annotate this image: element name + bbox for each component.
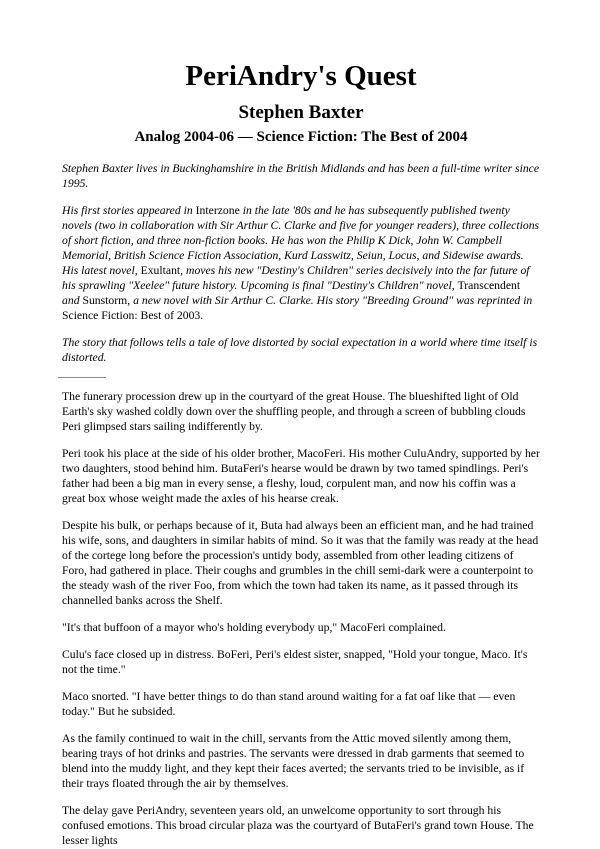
text-run: Peri took his place at the side of his older brother, MacoFeri. His mother CuluAndry, supported by her two daughters, stood behind him. ButaFeri's hearse would be drawn by two tamed spindlings. Peri's father had been a big man in every sense, a fleshy, loud, corpulent man, and now his coffin was a great box whose weight made the axles of his hearse creak.: [62, 447, 540, 506]
text-run: The delay gave PeriAndry, seventeen years old, an unwelcome opportunity to sort through his confused emotions. This broad circular plaza was the courtyard of ButaFeri's grand town House. The lesser lights: [62, 804, 534, 848]
story-paragraph: [62, 620, 540, 635]
text-run: Interzone: [195, 204, 240, 218]
text-run: "It's that buffoon of a mayor who's holding everybody up," MacoFeri complained.: [62, 621, 446, 635]
story-paragraph: [62, 518, 540, 608]
text-run: , a new novel with Sir Arthur C. Clarke. His story "Breeding Ground" was reprinted in: [127, 294, 533, 308]
story-paragraph: [62, 689, 540, 719]
page-title: PeriAndry's Quest: [185, 60, 417, 92]
text-run: Transcendent: [457, 279, 521, 293]
section-divider-rule: [58, 377, 106, 378]
publication-line: Analog 2004-06 — Science Fiction: The Best of 2004: [134, 129, 468, 146]
text-run: His first stories appeared in: [62, 204, 196, 218]
text-run: Stephen Baxter lives in Buckinghamshire in the British Midlands and has been a full-time writer since 1995.: [62, 162, 540, 191]
story-paragraph: [62, 389, 540, 434]
story-paragraph: [62, 731, 540, 791]
text-run: The funerary procession drew up in the courtyard of the great House. The blueshifted light of Old Earth's sky washed coldly down over the shuffling people, and through a screen of bubbling clouds Peri glimpsed stars sailing indifferently by.: [62, 390, 526, 434]
story-body-section: [62, 389, 540, 848]
text-run: Maco snorted. "I have better things to do than stand around waiting for a fat oaf like that — even today." But he subsided.: [62, 690, 516, 719]
intro-paragraph: [62, 203, 540, 323]
text-run: Sunstorm: [82, 294, 128, 308]
story-paragraph: [62, 803, 540, 848]
text-run: Exultant: [140, 264, 181, 278]
text-run: Science Fiction: Best of 2003.: [62, 309, 204, 323]
text-run: As the family continued to wait in the chill, servants from the Attic moved silently among them, bearing trays of hot drinks and pastries. The servants were dressed in drab garments that seemed to blend into the muddy light, and they kept their faces averted; the servants tried to be invisible, as if their trays floated through the air by themselves.: [62, 732, 525, 791]
text-run: Despite his bulk, or perhaps because of it, Buta had always been an efficient man, and he had trained his wife, sons, and daughters in similar habits of mind. So it was that the family was ready at the head of the cortege long before the procession's untidy body, assembled from other leading citizens of Foro, had gathered in place. Their coughs and grumbles in the chill semi-dark were a counterpoint to the steady wash of the river Foo, from which the town had taken its name, as it passed through its channelled banks across the Shelf.: [62, 519, 539, 608]
text-run: and: [62, 294, 83, 308]
intro-paragraph: [62, 335, 540, 365]
intro-paragraph: [62, 161, 540, 191]
author-intro-section: [62, 161, 540, 365]
text-run: in the late '80s and he has subsequently published twenty novels (two in collaboration with Sir Arthur C. Clarke and five for younger readers), three collections of short fiction, and three non-fiction books. He has won the Philip K Dick, John W. Campbell Memorial, British Science Fiction Association, Kurd Lasswitz, Seiun, Locus, and Sidewise awards. His latest novel,: [62, 204, 540, 278]
author-name: Stephen Baxter: [238, 102, 364, 124]
text-run: Culu's face closed up in distress. BoFeri, Peri's eldest sister, snapped, "Hold your tongue, Maco. It's not the time.": [62, 648, 528, 677]
story-paragraph: [62, 647, 540, 677]
text-run: The story that follows tells a tale of love distorted by social expectation in a world where time itself is distorted.: [62, 336, 538, 365]
story-paragraph: [62, 446, 540, 506]
text-run: , moves his new "Destiny's Children" series decisively into the far future of his sprawling "Xeelee" future history. Upcoming is final "Destiny's Children" novel,: [62, 264, 530, 293]
